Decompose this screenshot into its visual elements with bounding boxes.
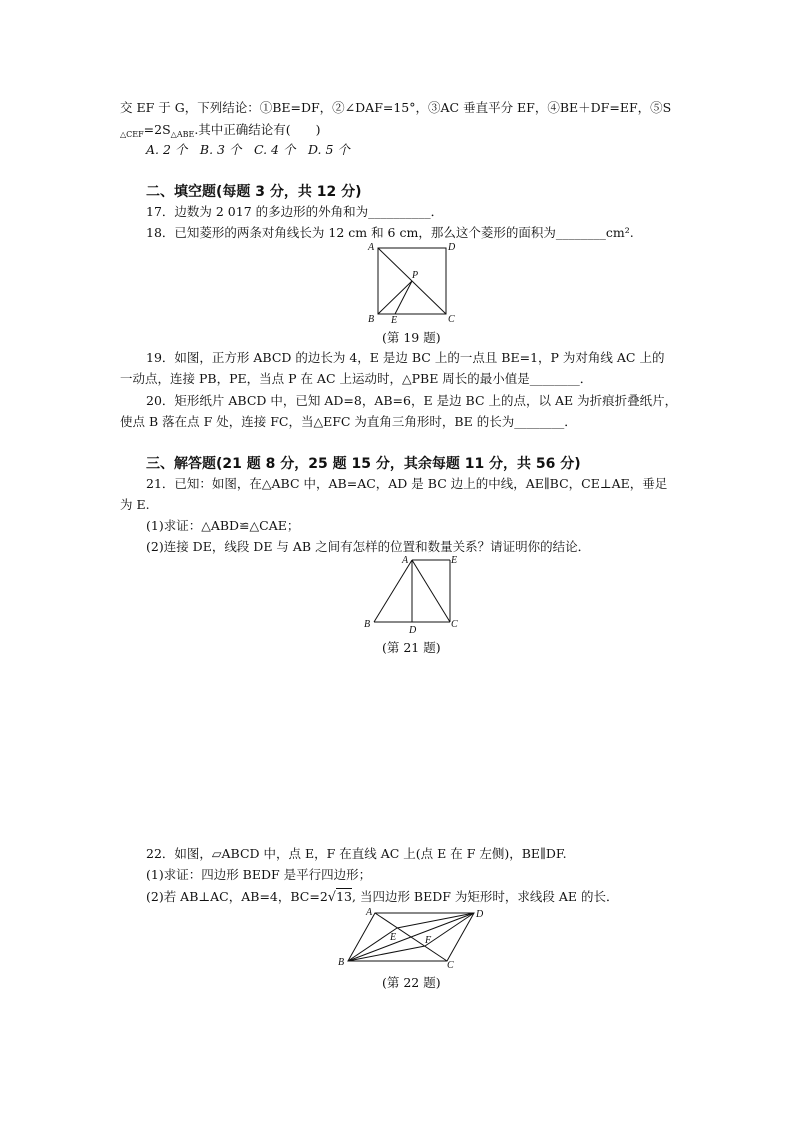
fig19-label-b: B <box>368 314 375 324</box>
q19-line-1: 19．如图，正方形 ABCD 的边长为 4，E 是边 BC 上的一点且 BE=1，P 为对角线 AC 上的 <box>146 350 665 365</box>
q16-eq: =2S <box>143 122 171 137</box>
figure-22 <box>334 905 494 971</box>
q22-part-1: (1)求证：四边形 BEDF 是平行四边形； <box>146 867 372 882</box>
q16-sub-abe: △ABE <box>170 130 195 139</box>
q20-line-1: 20．矩形纸片 ABCD 中，已知 AD=8，AB=6，E 是边 BC 上的点，以 AE 为折痕折叠纸片， <box>146 393 678 408</box>
q16-options: A. 2 个 B. 3 个 C. 4 个 D. 5 个 <box>146 142 350 157</box>
fig22-label-a: A <box>366 907 373 918</box>
q16-sub-cef: △CEF <box>120 130 144 139</box>
section-2-heading: 二、填空题(每题 3 分，共 12 分) <box>146 184 362 200</box>
figure-19 <box>364 240 460 324</box>
fig22-label-e: E <box>390 932 397 943</box>
q22-line-1: 22．如图，▱ABCD 中，点 E，F 在直线 AC 上(点 E 在 F 左侧)，BE∥DF. <box>146 846 567 861</box>
q18: 18．已知菱形的两条对角线长为 12 cm 和 6 cm，那么这个菱形的面积为________cm². <box>146 225 634 240</box>
q22-sqrt-radicand: 13 <box>336 889 352 904</box>
fig22-caption: (第 22 题) <box>382 975 441 990</box>
q17: 17．边数为 2 017 的多边形的外角和为__________． <box>146 204 444 219</box>
figure-21 <box>362 553 462 635</box>
fig19-label-e: E <box>391 315 398 324</box>
q16-tail: .其中正确结论有( ) <box>194 122 321 137</box>
fig22-label-b: B <box>338 957 345 968</box>
fig19-label-p: P <box>412 270 419 281</box>
q21-part-2: (2)连接 DE，线段 DE 与 AB 之间有怎样的位置和数量关系？请证明你的结论． <box>146 539 591 554</box>
q21-line-1: 21．已知：如图，在△ABC 中，AB=AC，AD 是 BC 边上的中线，AE∥BC，CE⊥AE，垂足 <box>146 476 668 491</box>
section-3-heading: 三、解答题(21 题 8 分，25 题 15 分，其余每题 11 分，共 56 分) <box>146 456 581 472</box>
fig21-label-c: C <box>451 619 458 630</box>
q19-line-2: 一动点，连接 PB，PE，当点 P 在 AC 上运动时，△PBE 周长的最小值是________． <box>120 371 593 386</box>
fig22-label-c: C <box>447 960 454 971</box>
q20-line-2: 使点 B 落在点 F 处，连接 FC，当△EFC 为直角三角形时，BE 的长为________． <box>120 414 577 429</box>
q21-part-1: (1)求证：△ABD≌△CAE； <box>146 518 300 533</box>
fig21-label-b: B <box>364 619 371 630</box>
q16-line-1: 交 EF 于 G，下列结论：①BE=DF，②∠DAF=15°，③AC 垂直平分 EF，④BE＋DF=EF，⑤S <box>120 100 672 115</box>
fig22-label-f: F <box>425 935 432 946</box>
fig19-caption: (第 19 题) <box>382 330 441 345</box>
fig21-label-e: E <box>451 555 458 566</box>
fig19-label-d: D <box>448 242 456 253</box>
fig21-label-a: A <box>402 555 409 566</box>
fig22-label-d: D <box>476 909 484 920</box>
fig19-label-a: A <box>368 242 375 253</box>
fig21-label-d: D <box>409 625 417 635</box>
q22-part-2-head: (2)若 AB⊥AC，AB=4，BC=2 <box>146 889 328 904</box>
q22-part-2 <box>146 889 619 906</box>
q21-line-2: 为 E. <box>120 497 150 512</box>
sqrt-symbol: √ <box>327 890 337 905</box>
fig21-caption: (第 21 题) <box>382 640 441 655</box>
q22-part-2-tail: , 当四边形 BEDF 为矩形时，求线段 AE 的长． <box>352 889 619 904</box>
q16-line-2 <box>120 122 321 143</box>
fig19-label-c: C <box>448 314 455 324</box>
